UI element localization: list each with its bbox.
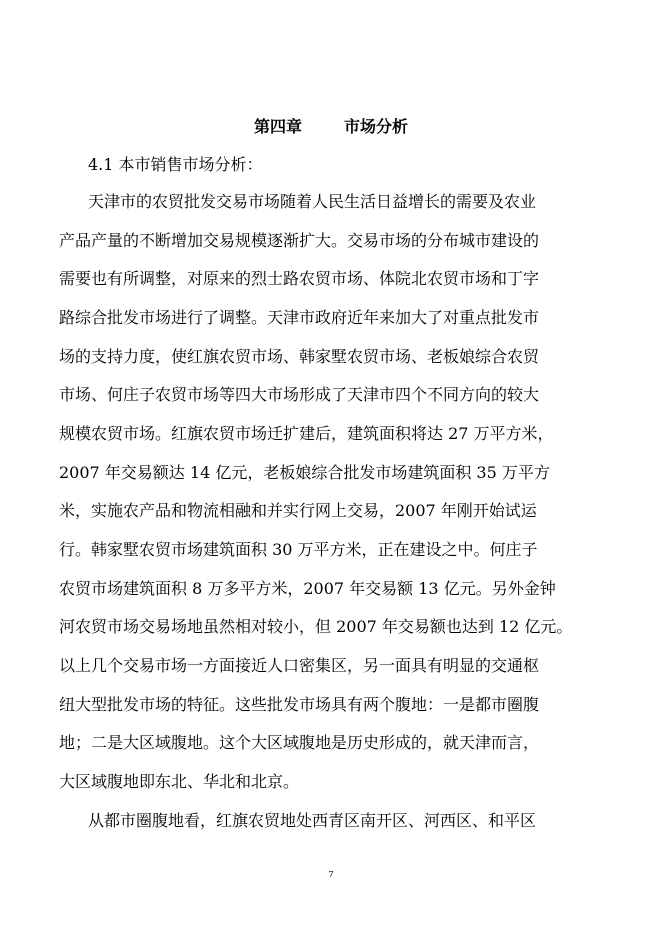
chapter-name: 市场分析 xyxy=(344,117,409,136)
text-line: 场的支持力度，使红旗农贸市场、韩家墅农贸市场、老板娘综合农贸 xyxy=(59,347,540,366)
text-line: 产品产量的不断增加交易规模逐渐扩大。交易市场的分布城市建设的 xyxy=(59,231,540,250)
text-line: 纽大型批发市场的特征。这些批发市场具有两个腹地：一是都市圈腹 xyxy=(59,695,540,714)
text-line: 市场、何庄子农贸市场等四大市场形成了天津市四个不同方向的较大 xyxy=(59,385,540,404)
text-line: 行。韩家墅农贸市场建筑面积 30 万平方米，正在建设之中。何庄子 xyxy=(59,540,538,559)
section-heading: 4.1 本市销售市场分析： xyxy=(88,155,263,174)
text-line: 需要也有所调整，对原来的烈士路农贸市场、体院北农贸市场和丁字 xyxy=(59,269,540,288)
chapter-number: 第四章 xyxy=(253,117,302,136)
page-number: 7 xyxy=(328,870,334,879)
chapter-title xyxy=(0,114,662,137)
text-line: 天津市的农贸批发交易市场随着人民生活日益增长的需要及农业 xyxy=(88,192,537,211)
text-line: 米，实施农产品和物流相融和并实行网上交易，2007 年刚开始试运 xyxy=(59,501,537,520)
text-line: 农贸市场建筑面积 8 万多平方米，2007 年交易额 13 亿元。另外金钟 xyxy=(59,579,556,598)
text-line: 从都市圈腹地看，红旗农贸地处西青区南开区、河西区、和平区 xyxy=(88,811,537,830)
text-line: 大区域腹地即东北、华北和北京。 xyxy=(59,772,300,791)
text-line: 河农贸市场交易场地虽然相对较小，但 2007 年交易额也达到 12 亿元。 xyxy=(59,617,573,636)
text-line: 以上几个交易市场一方面接近人口密集区，另一面具有明显的交通枢 xyxy=(59,656,540,675)
text-line: 路综合批发市场进行了调整。天津市政府近年来加大了对重点批发市 xyxy=(59,308,540,327)
text-line: 地；二是大区域腹地。这个大区域腹地是历史形成的，就天津而言， xyxy=(59,733,540,752)
text-line: 规模农贸市场。红旗农贸市场迁扩建后，建筑面积将达 27 万平方米， xyxy=(59,424,554,443)
text-line: 2007 年交易额达 14 亿元，老板娘综合批发市场建筑面积 35 万平方 xyxy=(59,463,550,482)
